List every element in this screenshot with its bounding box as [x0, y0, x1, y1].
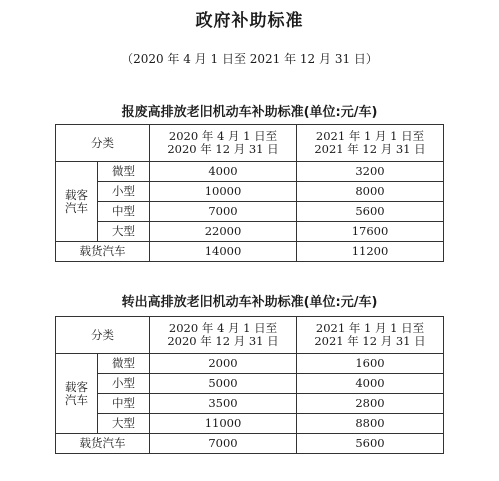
- period1-value: 22000: [150, 222, 297, 242]
- period2-header-line1: 2021 年 1 月 1 日至: [315, 129, 425, 143]
- period2-header-line2: 2021 年 12 月 31 日: [314, 334, 426, 348]
- passenger-group-line2: 汽车: [65, 392, 88, 407]
- period2-value: 1600: [297, 354, 444, 374]
- freight-vehicle-row: [56, 242, 444, 262]
- category-header: 分类: [56, 317, 150, 354]
- period2-header-line2: 2021 年 12 月 31 日: [314, 142, 426, 156]
- table-header-row: [56, 125, 444, 162]
- period2-value: 5600: [297, 202, 444, 222]
- period1-header: [150, 125, 297, 162]
- table-row: [56, 394, 444, 414]
- period1-header-line1: 2020 年 4 月 1 日至: [168, 321, 278, 335]
- table-row: [56, 414, 444, 434]
- passenger-group-line2: 汽车: [65, 200, 88, 215]
- vehicle-type: 大型: [98, 414, 150, 434]
- vehicle-type: 大型: [98, 222, 150, 242]
- period1-value: 2000: [150, 354, 297, 374]
- period2-value: 8000: [297, 182, 444, 202]
- date-range-subtitle: （2020 年 4 月 1 日至 2021 年 12 月 31 日）: [121, 52, 378, 66]
- vehicle-type: 小型: [98, 374, 150, 394]
- period1-value: 7000: [150, 202, 297, 222]
- passenger-group-line1: 载客: [65, 187, 88, 202]
- freight-vehicle-label: 载货汽车: [56, 242, 150, 262]
- vehicle-type: 中型: [98, 394, 150, 414]
- transfer-subsidy-table: [55, 316, 444, 454]
- period2-value: 4000: [297, 374, 444, 394]
- period1-value: 3500: [150, 394, 297, 414]
- passenger-vehicle-group: [56, 162, 98, 242]
- period1-value: 5000: [150, 374, 297, 394]
- vehicle-type: 微型: [98, 162, 150, 182]
- period2-value: 17600: [297, 222, 444, 242]
- freight-vehicle-row: [56, 434, 444, 454]
- table-row: [56, 374, 444, 394]
- table-row: [56, 162, 444, 182]
- period2-value: 3200: [297, 162, 444, 182]
- period1-value: 11000: [150, 414, 297, 434]
- table-row: [56, 182, 444, 202]
- vehicle-type: 小型: [98, 182, 150, 202]
- category-header: 分类: [56, 125, 150, 162]
- period1-value: 10000: [150, 182, 297, 202]
- period1-header-line2: 2020 年 12 月 31 日: [167, 142, 279, 156]
- period2-value: 11200: [297, 242, 444, 262]
- period1-header-line1: 2020 年 4 月 1 日至: [168, 129, 278, 143]
- scrap-subsidy-table: [55, 124, 444, 262]
- table-header-row: [56, 317, 444, 354]
- period2-header: [297, 125, 444, 162]
- passenger-group-line1: 载客: [65, 379, 88, 394]
- page-title: 政府补助标准: [195, 11, 304, 31]
- period2-value: 2800: [297, 394, 444, 414]
- period1-value: 4000: [150, 162, 297, 182]
- passenger-vehicle-group: [56, 354, 98, 434]
- table-row: [56, 354, 444, 374]
- period1-value: 14000: [150, 242, 297, 262]
- period1-header-line2: 2020 年 12 月 31 日: [167, 334, 279, 348]
- period2-value: 5600: [297, 434, 444, 454]
- scrap-subsidy-heading: 报废高排放老旧机动车补助标准(单位:元/车): [121, 105, 378, 120]
- table-row: [56, 202, 444, 222]
- period1-header: [150, 317, 297, 354]
- vehicle-type: 中型: [98, 202, 150, 222]
- period2-value: 8800: [297, 414, 444, 434]
- transfer-subsidy-heading: 转出高排放老旧机动车补助标准(单位:元/车): [121, 295, 378, 310]
- table-row: [56, 222, 444, 242]
- period2-header: [297, 317, 444, 354]
- period1-value: 7000: [150, 434, 297, 454]
- vehicle-type: 微型: [98, 354, 150, 374]
- period2-header-line1: 2021 年 1 月 1 日至: [315, 321, 425, 335]
- freight-vehicle-label: 载货汽车: [56, 434, 150, 454]
